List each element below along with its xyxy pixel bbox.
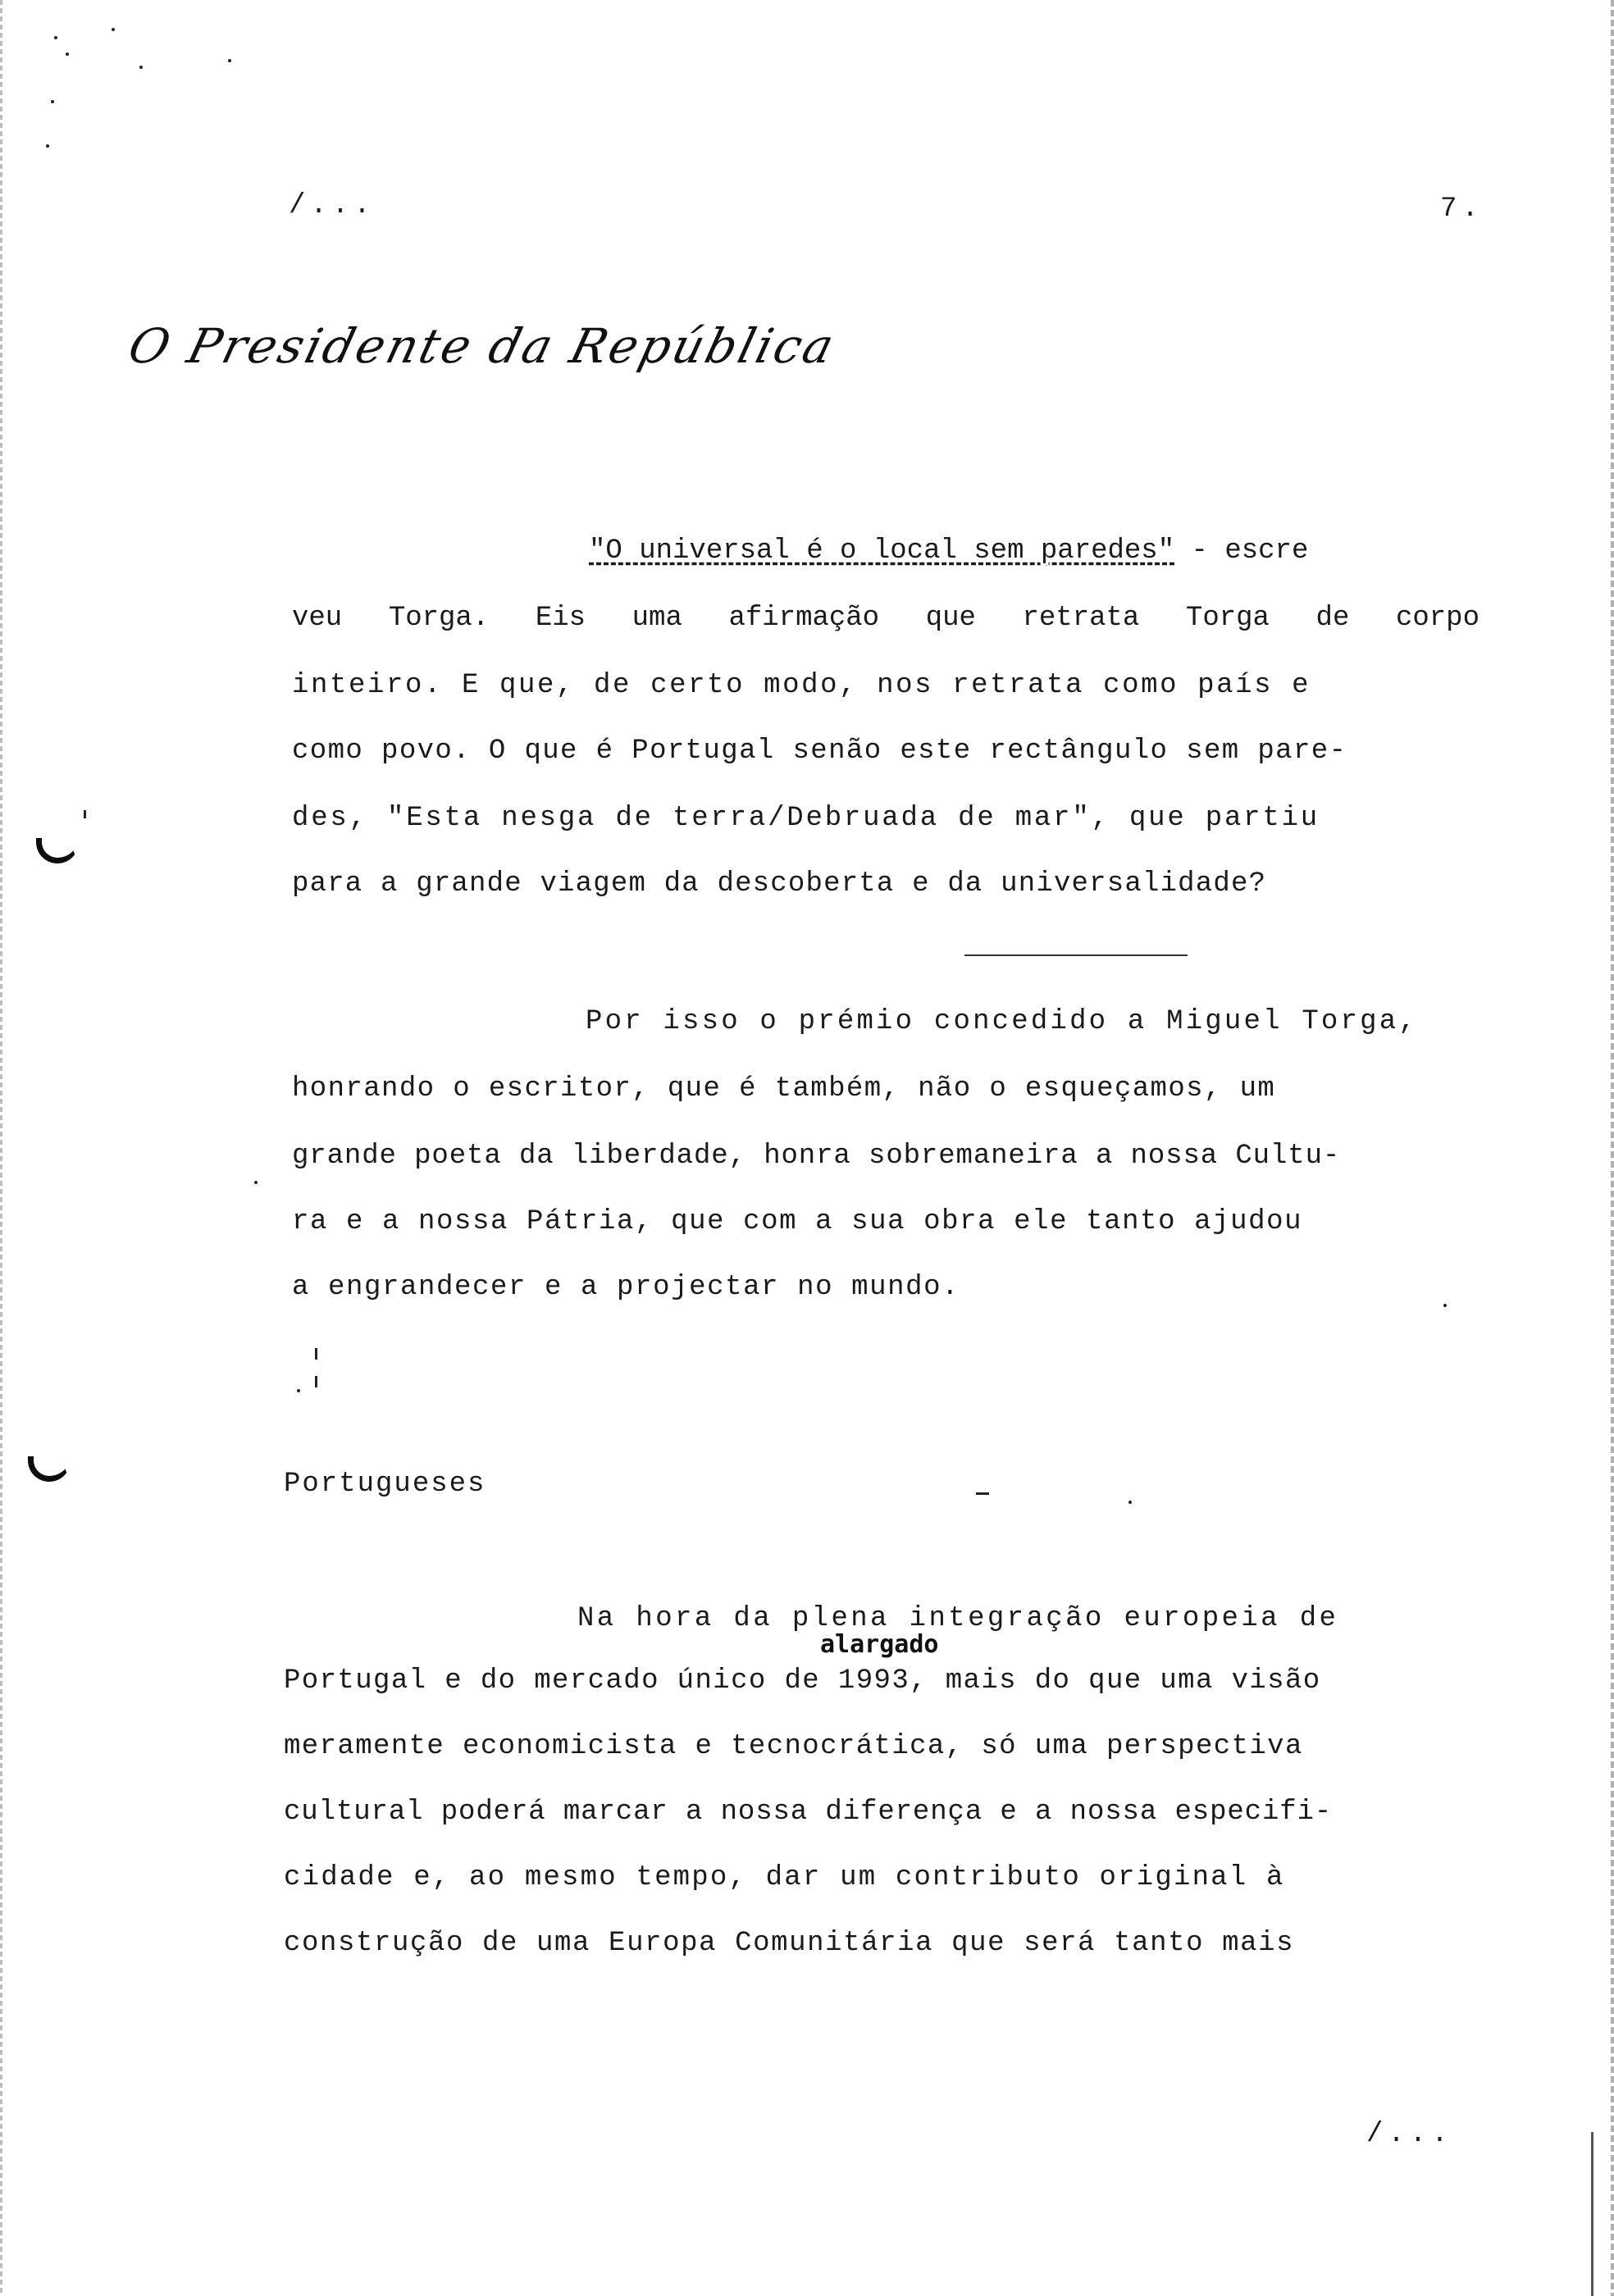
salutation: Portugueses	[284, 1469, 486, 1500]
scan-speck	[1443, 1304, 1447, 1307]
word: afirmação	[728, 603, 880, 634]
margin-tick	[315, 1348, 317, 1360]
word: corpo	[1395, 603, 1480, 634]
scan-speck	[84, 810, 86, 818]
scan-speck	[51, 100, 54, 103]
word: uma	[631, 603, 682, 634]
scan-speck	[254, 1181, 258, 1184]
footer-continuation-mark: /...	[1366, 2119, 1453, 2150]
word: de	[1315, 603, 1350, 634]
word: Torga.	[388, 603, 490, 634]
word: retrata	[1022, 603, 1140, 634]
paragraph-3-line-2: Portugal e do mercado único de 1993, mais do que uma visão	[284, 1665, 1321, 1697]
scan-speck	[297, 1389, 300, 1392]
margin-tick	[315, 1376, 317, 1387]
paragraph-1-line-5: des, "Esta nesga de terra/Debruada de mar", que partiu	[292, 803, 1320, 834]
word: Torga	[1185, 603, 1270, 634]
paragraph-2-line-5: a engrandecer e a projectar no mundo.	[292, 1272, 960, 1303]
scan-speck	[112, 28, 115, 31]
scan-edge-right-bottom	[1591, 2132, 1593, 2296]
scan-speck	[54, 36, 57, 39]
scan-edge-right	[1611, 0, 1614, 2296]
paragraph-2-line-3: grande poeta da liberdade, honra sobremaneira a nossa Cultu-	[292, 1141, 1341, 1172]
word: veu	[292, 603, 343, 634]
paragraph-3-line-4: cultural poderá marcar a nossa diferença e a nossa especifi-	[284, 1797, 1333, 1828]
paragraph-1-line-3: inteiro. E que, de certo modo, nos retrata como país e	[292, 670, 1311, 701]
scan-speck	[1128, 1501, 1132, 1504]
paragraph-1-line-2	[292, 602, 1480, 635]
scan-edge-left	[0, 0, 2, 2296]
paragraph-1-line-4: como povo. O que é Portugal senão este rectângulo sem pare-	[292, 736, 1347, 767]
margin-mark-icon	[28, 1456, 71, 1482]
paragraph-2-line-2: honrando o escritor, que é também, não o esqueçamos, um	[292, 1073, 1276, 1105]
scan-speck	[46, 144, 49, 148]
margin-mark-icon	[36, 838, 79, 863]
scan-dash	[976, 1492, 989, 1495]
paragraph-1-line-1-rest: - escre	[1174, 535, 1309, 567]
scan-speck	[228, 59, 231, 62]
page-number: 7.	[1440, 194, 1484, 225]
word: Eis	[535, 603, 586, 634]
paragraph-3-line-1: Na hora da plena integração europeia de	[577, 1603, 1339, 1634]
scan-speck	[66, 52, 69, 56]
paragraph-1-line-6: para a grande viagem da descoberta e da universalidade?	[292, 868, 1267, 900]
scan-speck	[139, 66, 143, 69]
handwritten-insertion: alargado	[820, 1630, 939, 1659]
torga-quote: "O universal é o local sem paredes"	[589, 535, 1175, 567]
paragraph-2-line-1: Por isso o prémio concedido a Miguel Torga,	[586, 1006, 1418, 1037]
header-continuation-mark: /...	[289, 190, 376, 221]
paragraph-3-line-3: meramente economicista e tecnocrática, só uma perspectiva	[284, 1731, 1303, 1762]
paragraph-3-line-6: construção de uma Europa Comunitária que será tanto mais	[284, 1928, 1295, 1959]
paragraph-1-line-1	[589, 535, 1480, 567]
paragraph-3-line-5: cidade e, ao mesmo tempo, dar um contributo original à	[284, 1862, 1285, 1893]
letterhead-title: O Presidente da República	[123, 318, 842, 374]
paragraph-2-line-4: ra e a nossa Pátria, que com a sua obra ele tanto ajudou	[292, 1206, 1303, 1237]
word: que	[925, 603, 976, 634]
section-divider-rule	[964, 954, 1188, 956]
